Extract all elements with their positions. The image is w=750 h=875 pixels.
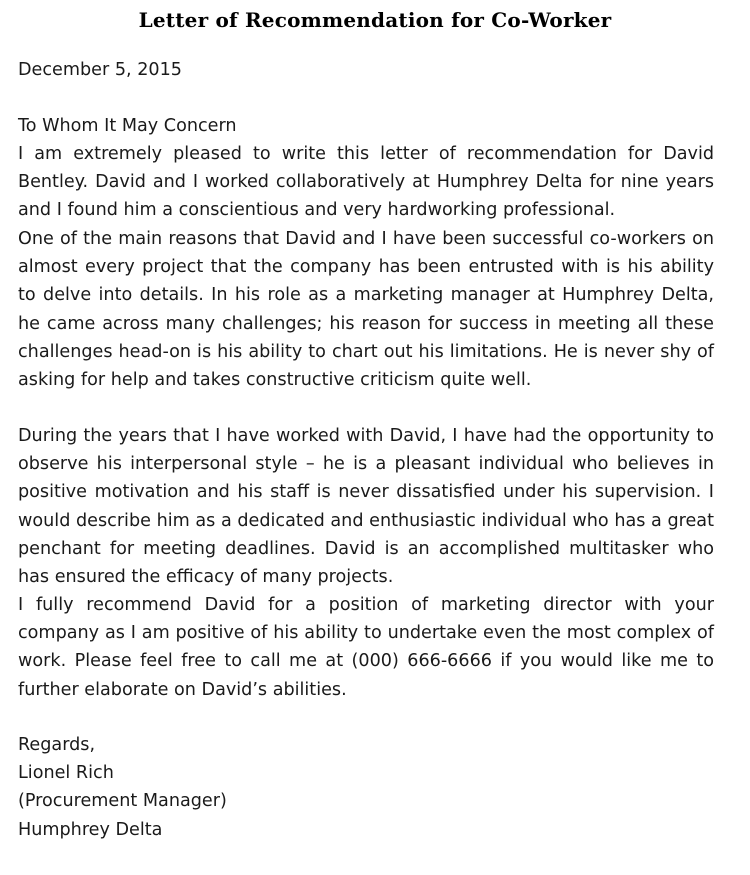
closing-valediction: Regards, — [18, 735, 96, 755]
letter-paragraph-1: I am extremely pleased to write this letter of recommendation for David Bentley. David and I worked collaboratively at Humphrey Delta for nine years and I found him a conscientious and very hardworking professional. — [18, 144, 714, 221]
letter-paragraph-2: One of the main reasons that David and I have been successful co-workers on almost every project that the company has been entrusted with is his ability to delve into details. In his role as a marketing manager at Humphrey Delta, he came across many challenges; his reason for success in meeting all these challenges head-on is his ability to chart out his limitations. He is never shy of asking for help and takes constructive criticism quite well. — [18, 229, 714, 391]
letter-title: Letter of Recommendation for Co-Worker — [138, 8, 612, 32]
signer-name: Lionel Rich — [18, 763, 114, 784]
signer-title: (Procurement Manager) — [18, 791, 227, 812]
letter-date: December 5, 2015 — [18, 60, 182, 80]
letter-paragraph-4: I fully recommend David for a position of marketing director with your company as I am positive of his ability to undertake even the most complex of work. Please feel free to call me at (000) 666-6666 if you would like me to further elaborate on David’s abilities. — [18, 595, 714, 700]
letter-closing — [18, 731, 714, 844]
letter-paragraph-3: During the years that I have worked with David, I have had the opportunity to observe his interpersonal style – he is a pleasant individual who believes in positive motivation and his staff is never dissatisfied under his supervision. I would describe him as a dedicated and enthusiastic individual who has a great penchant for meeting deadlines. David is an accomplished multitasker who has ensured the efficacy of many projects. — [18, 426, 714, 588]
signer-company: Humphrey Delta — [18, 819, 163, 840]
letter-salutation: To Whom It May Concern — [18, 116, 237, 136]
